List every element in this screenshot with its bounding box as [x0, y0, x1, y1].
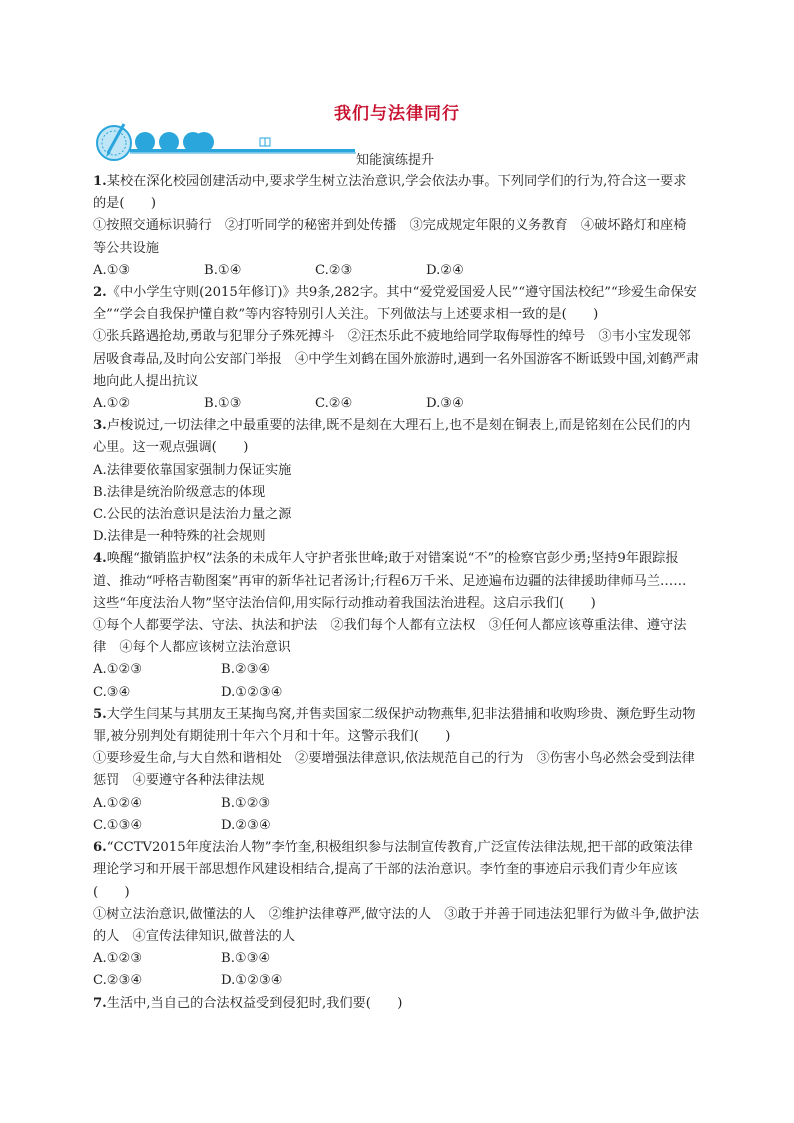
options-row	[93, 504, 699, 526]
answer-option[interactable]: A.①③	[93, 262, 131, 278]
question-1	[93, 171, 699, 282]
answer-option[interactable]: A.法律要依靠国家强制力保证实施	[93, 462, 292, 478]
answer-option[interactable]: C.②④	[315, 396, 353, 412]
options-row	[93, 260, 699, 282]
answer-option[interactable]: D.③④	[426, 396, 464, 412]
answer-option[interactable]: D.①②③④	[221, 973, 283, 989]
answer-option[interactable]: A.①②③	[93, 951, 143, 967]
options-row	[93, 970, 699, 992]
pen-circle-icon	[97, 124, 131, 160]
answer-option[interactable]: B.①④	[204, 262, 242, 278]
answer-option[interactable]: B.①③	[204, 396, 242, 412]
answer-option[interactable]: A.①②③	[93, 662, 143, 678]
answer-option[interactable]: C.③④	[93, 684, 131, 700]
question-number: 2.	[93, 285, 107, 301]
answer-option[interactable]: A.①②	[93, 396, 131, 412]
question-number: 6.	[93, 840, 107, 856]
options-row	[93, 526, 699, 548]
question-4	[93, 548, 699, 703]
answer-option[interactable]: B.②③④	[221, 662, 271, 678]
question-7	[93, 993, 699, 1015]
options-row	[93, 482, 699, 504]
question-2	[93, 282, 699, 415]
question-list	[93, 171, 699, 1015]
answer-option[interactable]: D.②③④	[221, 817, 271, 833]
question-statements: ①按照交通标识骑行 ②打听同学的秘密并到处传播 ③完成规定年限的义务教育 ④破坏路灯和座椅等公共设施	[93, 218, 687, 256]
answer-option[interactable]: C.公民的法治意识是法治力量之源	[93, 507, 292, 523]
options-row	[93, 393, 699, 415]
answer-option[interactable]: D.①②③④	[221, 684, 283, 700]
answer-option[interactable]: B.①②③	[221, 795, 271, 811]
question-text: 生活中,当自己的合法权益受到侵犯时,我们要( )	[106, 995, 403, 1011]
question-number: 3.	[93, 418, 107, 434]
ribbon-banner-icon	[130, 132, 355, 153]
answer-option[interactable]: C.②③	[315, 262, 353, 278]
question-stem	[93, 837, 699, 904]
question-6	[93, 837, 699, 992]
question-text: “CCTV2015年度法治人物”李竹奎,积极组织参与法制宣传教育,广泛宣传法律法规,把干部的政策法律理论学习和开展干部思想作风建设相结合,提高了干部的法治意识。李竹奎的事迹启示我们青少年应该( )	[93, 840, 693, 900]
question-statements: ①树立法治意识,做懂法的人 ②维护法律尊严,做守法的人 ③敢于并善于同违法犯罪行为做斗争,做护法的人 ④宣传法律知识,做普法的人	[93, 906, 700, 944]
question-stem	[93, 548, 699, 615]
question-text: 《中小学生守则(2015年修订)》共9条,282字。其中“爱党爱国爱人民”“遵守国法校纪”“珍爱生命保安全”“学会自我保护懂自救”等内容特别引人关注。下列做法与上述要求相一致的是( )	[93, 285, 697, 323]
options-row	[93, 460, 699, 482]
question-stem	[93, 282, 699, 326]
question-stem	[93, 415, 699, 459]
question-text: 唤醒“撤销监护权”法条的未成年人守护者张世峰;敢于对错案说“不”的检察官彭少勇;坚持9年跟踪报道、推动“呼格吉勒图案”再审的新华社记者汤计;行程6万千米、足迹遍布边疆的法律援助律师马兰……这些“年度法治人物”坚守法治信仰,用实际行动推动着我国法治进程。这启示我们( )	[93, 551, 687, 611]
question-text: 卢梭说过,一切法律之中最重要的法律,既不是刻在大理石上,也不是刻在铜表上,而是铭刻在公民们的内心里。这一观点强调( )	[93, 418, 691, 456]
question-number: 1.	[93, 174, 107, 189]
page-title: 我们与法律同行	[334, 104, 460, 124]
answer-option[interactable]: C.②③④	[93, 973, 143, 989]
section-label: 知能演练提升	[356, 153, 435, 168]
question-statements: ①张兵路遇抢劫,勇敢与犯罪分子殊死搏斗 ②汪杰乐此不疲地给同学取侮辱性的绰号 ③韦小宝发现邻居吸食毒品,及时向公安部门举报 ④中学生刘鹤在国外旅游时,遇到一名外国游客不断诋毁中国,刘鹤严肃地向此人提出抗议	[93, 329, 700, 389]
question-text: 大学生闫某与其朋友王某掏鸟窝,并售卖国家二级保护动物燕隼,犯非法猎捕和收购珍贵、濒危野生动物罪,被分别判处有期徒刑十年六个月和十年。这警示我们( )	[93, 706, 696, 745]
question-number: 5.	[93, 706, 107, 722]
question-stem	[93, 171, 699, 215]
answer-option[interactable]: B.①③④	[221, 951, 271, 967]
answer-option[interactable]: B.法律是统治阶级意志的体现	[93, 484, 266, 500]
question-text: 某校在深化校园创建活动中,要求学生树立法治意识,学会依法办事。下列同学们的行为,符合这一要求的是( )	[93, 174, 687, 212]
question-statements: ①每个人都要学法、守法、执法和护法 ②我们每个人都有立法权 ③任何人都应该尊重法律、遵守法律 ④每个人都应该树立法治意识	[93, 618, 687, 656]
answer-option[interactable]: C.①③④	[93, 817, 143, 833]
answer-option[interactable]: A.①②④	[93, 795, 143, 811]
question-3	[93, 415, 699, 548]
answer-option[interactable]: D.法律是一种特殊的社会规则	[93, 529, 266, 545]
question-stem	[93, 704, 699, 748]
book-icon	[260, 138, 270, 146]
options-row	[93, 948, 699, 970]
options-row	[93, 793, 699, 815]
options-row	[93, 815, 699, 837]
answer-option[interactable]: D.②④	[426, 262, 464, 278]
question-number: 4.	[93, 551, 107, 567]
question-5	[93, 704, 699, 837]
question-stem	[93, 993, 699, 1015]
options-row	[93, 659, 699, 681]
question-statements: ①要珍爱生命,与大自然和谐相处 ②要增强法律意识,依法规范自己的行为 ③伤害小鸟必然会受到法律惩罚 ④要遵守各种法律法规	[93, 751, 695, 789]
options-row	[93, 682, 699, 704]
question-number: 7.	[93, 995, 107, 1011]
